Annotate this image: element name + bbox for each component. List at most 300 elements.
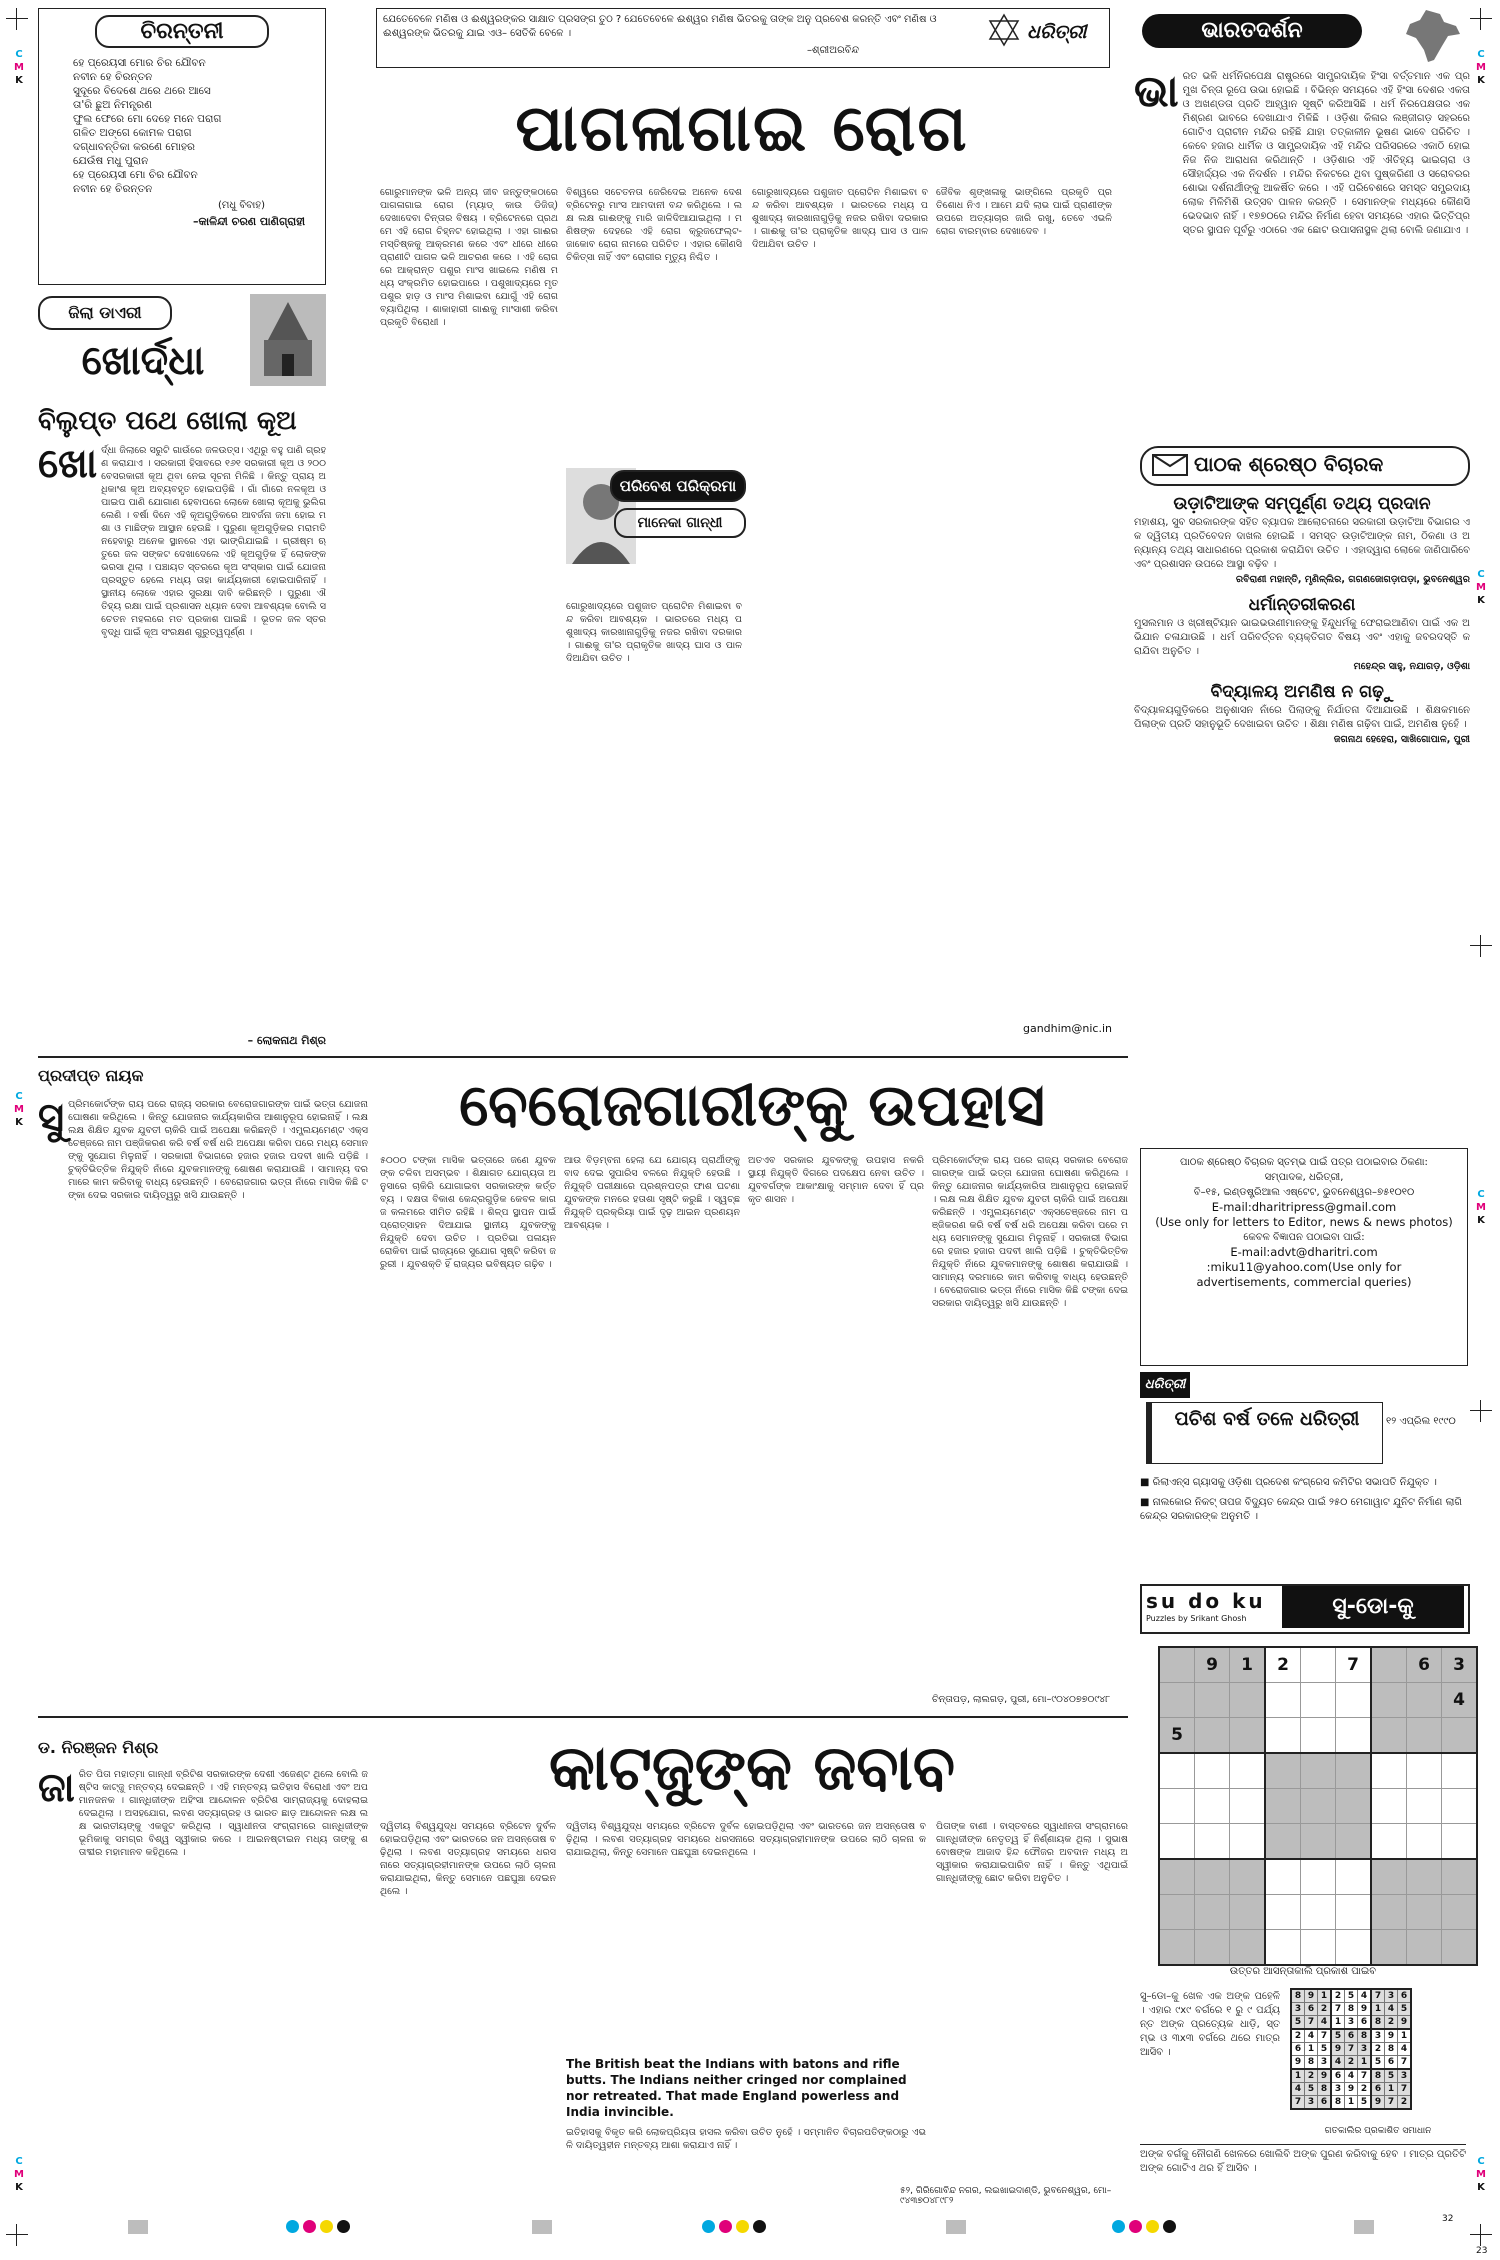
- poem-source: (ମଧୁ ବିବାହ): [218, 200, 265, 211]
- archive-item-text: ରିଲାଏନ୍ସ ଗ୍ୟାସକୁ ଓଡ଼ିଶା ପ୍ରଦେଶ କଂଗ୍ରେସ କମିଟିର ସଭାପତି ନିଯୁକ୍ତ ।: [1152, 1477, 1437, 1488]
- archive-items: [1140, 1476, 1466, 1576]
- sudoku-solution-cell: 8: [1291, 1989, 1305, 2003]
- archive-logo: ଧରିତ୍ରୀ: [1140, 1372, 1190, 1398]
- article1-col3: ଗୋରୁଖାଦ୍ୟରେ ପଶୁଜାତ ପ୍ରୋଟିନ ମିଶାଇବା ବନ୍ଦ କରିବା ଆବଶ୍ୟକ । ଭାରତରେ ମଧ୍ୟ ପଶୁଖାଦ୍ୟ କାରଖାନାଗୁଡ଼ିକୁ ନଜର ରଖିବା ଦରକାର । ଗାଈକୁ ତା'ର ପ୍ରାକୃତିକ ଖାଦ୍ୟ ଘାସ ଓ ପାଳ ଦିଆଯିବା ଉଚିତ ।: [752, 187, 928, 250]
- sudoku-solution-cell: 6: [1358, 2016, 1372, 2030]
- sudoku-cell[interactable]: 5: [1159, 1718, 1195, 1754]
- sudoku-cell[interactable]: [1230, 1753, 1266, 1789]
- sudoku-cell[interactable]: [1230, 1930, 1266, 1966]
- sudoku-solution-cell: 2: [1358, 2083, 1372, 2096]
- sudoku-cell[interactable]: [1371, 1647, 1407, 1683]
- sudoku-cell[interactable]: [1442, 1753, 1478, 1789]
- sudoku-rules: ସୁ–ଡୋ–କୁ ଖେଳ ଏକ ଅଙ୍କ ପହେଳି । ଏହାର ୯x୯ ବର୍ଗରେ ୧ ରୁ ୯ ପର୍ଯ୍ୟନ୍ତ ଅଙ୍କ ପ୍ରତ୍ୟେକ ଧାଡ଼ି, ସ୍ତମ୍ଭ ଓ ୩x୩ ବର୍ଗରେ ଥରେ ମାତ୍ର ଆସିବ ।: [1140, 1991, 1280, 2058]
- quote-attribution: –ଶ୍ରୀଅରବିନ୍ଦ: [807, 45, 860, 56]
- diary-dropcap: ଖୋ: [38, 441, 98, 487]
- sudoku-solution-cell: 2: [1398, 2096, 1412, 2110]
- sudoku-cell[interactable]: [1265, 1930, 1301, 1966]
- poem-line: ହେ ପ୍ରେୟସୀ ମୋ ଚିର ଯୌବନ: [73, 169, 198, 181]
- archive-date: ୧୨ ଏପ୍ରିଲ ୧୯୯୦: [1386, 1416, 1456, 1427]
- registration-crosshair-top-right: [1470, 8, 1492, 30]
- cmyk-mark-right-top: C M K: [1476, 49, 1486, 86]
- cmyk-mark-left-bottom: C M K: [14, 2156, 24, 2193]
- sudoku-cell[interactable]: [1159, 1683, 1195, 1718]
- folio: 32: [1442, 2214, 1454, 2224]
- article3-col1: ରିତ ପିତା ମହାତ୍ମା ଗାନ୍ଧୀ ବ୍ରିଟିଶ ସରକାରଙ୍କ ଦେଶୀ ଏଜେଣ୍ଟ ଥିଲେ ବୋଲି ଜଷ୍ଟିସ କାଟ୍‌ଜୁ ମନ୍ତବ୍ୟ ଦେଇଛନ୍ତି । ଏହି ମନ୍ତବ୍ୟ ଇତିହାସ ବିରୋଧୀ ଏବଂ ଅପମାନଜନକ । ଗାନ୍ଧିଜୀଙ୍କ ଅହିଂସା ଆନ୍ଦୋଳନ ବ୍ରିଟିଶ ସାମ୍ରାଜ୍ୟକୁ ଦୋହଲାଇ ଦେଇଥିଲା । ଅସହଯୋଗ, ଲବଣ ସତ୍ୟାଗ୍ରହ ଓ ଭାରତ ଛାଡ଼ ଆନ୍ଦୋଳନ ଲକ୍ଷ ଲକ୍ଷ ଭାରତୀୟଙ୍କୁ ଏକଜୁଟ କରିଥିଲା । ସ୍ୱାଧୀନତା ସଂଗ୍ରାମରେ ଗାନ୍ଧିଜୀଙ୍କ ଭୂମିକାକୁ ସମଗ୍ର ବିଶ୍ୱ ସ୍ୱୀକାର କରେ । ଆଇନଷ୍ଟାଇନ ମଧ୍ୟ ତାଙ୍କୁ ଶତାବ୍ଦୀର ମହାମାନବ କହିଥିଲେ ।: [78, 1769, 368, 1858]
- article2-dropcap: ସୁ: [38, 1095, 65, 1141]
- quote-text: ଯେତେବେଳେ ମଣିଷ ଓ ଈଶ୍ୱରଙ୍କର ସାକ୍ଷାତ ପ୍ରସଙ୍ଗ ତୁଠ ? ଯେତେବେଳେ ଈଶ୍ୱର ମଣିଷ ଭିତରକୁ ତାଙ୍କ ଅନୁ ପ୍ରବେଶ କରନ୍ତି ଏବଂ ମଣିଷ ଓ ଈଶ୍ୱରଙ୍କ ଭିତରକୁ ଯାଇ ଏଓ– ସେତିକି ବେଳେ ।: [383, 14, 937, 39]
- sudoku-logo-odia: ସୁ-ଡୋ-କୁ: [1282, 1586, 1464, 1628]
- poem-box: [38, 8, 326, 285]
- article1-col2-top: ବିଶ୍ୱରେ ସଚେତନତା ଜେରିଦେଇ ଅନେକ ଦେଶ ବ୍ରିଟେନରୁ ମାଂସ ଆମଦାନୀ ବନ୍ଦ କରିଥିଲେ । ଲକ୍ଷ ଲକ୍ଷ ଗାଈଙ୍କୁ ମାରି ଜାଳିଦିଆଯାଇଥିଲା । ମଣିଷଙ୍କ ଦେହରେ ଏହି ରୋଗ କ୍ରୁଜଫେଲ୍ଟ-ଜାକୋବ ରୋଗ ନାମରେ ପରିଚିତ । ଏହାର କୌଣସି ଚିକିତ୍ସା ନାହିଁ ଏବଂ ରୋଗୀର ମୃତ୍ୟୁ ନିଶ୍ଚିତ ।: [566, 187, 742, 263]
- sudoku-cell[interactable]: [1230, 1718, 1266, 1754]
- sudoku-cell[interactable]: [1336, 1930, 1372, 1966]
- sudoku-solution-cell: 3: [1318, 2056, 1332, 2070]
- quote-box: [376, 8, 1110, 68]
- sudoku-cell[interactable]: [1301, 1789, 1336, 1824]
- grey-patch-1: [128, 2220, 148, 2234]
- sudoku-solution-cell: 3: [1385, 1989, 1398, 2003]
- article2-col5: ପ୍ରିମକୋର୍ଟଙ୍କ ରାୟ ପରେ ରାଜ୍ୟ ସରକାର ବେରୋଜଗାରଙ୍କ ପାଇଁ ଭତ୍ତା ଯୋଜନା ଘୋଷଣା କରିଥିଲେ । କିନ୍ତୁ ଯୋଜନାର କାର୍ଯ୍ୟକାରିତା ଆଶାନୁରୂପ ହୋଇନାହିଁ । ଲକ୍ଷ ଲକ୍ଷ ଶିକ୍ଷିତ ଯୁବକ ଯୁବତୀ ଚାକିରି ପାଇଁ ଅପେକ୍ଷା କରିଛନ୍ତି । ଏମ୍ପ୍ଲୟମେଣ୍ଟ ଏକ୍ସଚେଞ୍ଜରେ ନାମ ପଞ୍ଜିକରଣ କରି ବର୍ଷ ବର୍ଷ ଧରି ଅପେକ୍ଷା କରିବା ପରେ ମଧ୍ୟ ସେମାନଙ୍କୁ ସୁଯୋଗ ମିଳୁନାହିଁ । ସରକାରୀ ବିଭାଗରେ ହଜାର ହଜାର ପଦବୀ ଖାଲି ପଡ଼ିଛି । ଚୁକ୍ତିଭିତ୍ତିକ ନିଯୁକ୍ତି ନାଁରେ ଯୁବକମାନଙ୍କୁ ଶୋଷଣ କରାଯାଉଛି । ସାମାନ୍ୟ ଦରମାରେ କାମ କରିବାକୁ ବାଧ୍ୟ ହେଉଛନ୍ତି । ବେରୋଜଗାର ଭତ୍ତା ନାଁରେ ମାସିକ କିଛି ଟଙ୍କା ଦେଇ ସରକାର ଦାୟିତ୍ୱରୁ ଖସି ଯାଉଛନ୍ତି ।: [932, 1155, 1128, 1309]
- grey-patch-4: [1354, 2220, 1374, 2234]
- advert-email[interactable]: E-mail:advt@dharitri.com: [1230, 1245, 1378, 1259]
- sudoku-solution-cell: 1: [1398, 2029, 1412, 2043]
- sudoku-cell[interactable]: [1265, 1683, 1301, 1718]
- sudoku-cell[interactable]: [1442, 1895, 1478, 1930]
- sudoku-solution-cell: 2: [1305, 2069, 1318, 2083]
- sudoku-solution-cell: 2: [1385, 2016, 1398, 2030]
- sudoku-cell[interactable]: [1371, 1824, 1407, 1860]
- quote-logo: ଧରିତ୍ରୀ: [1027, 21, 1087, 43]
- letter-signature: ରବିରାଣୀ ମହାନ୍ତି, ମୃଣିଳ୍ଲିର, ଗଗଣଜୋଗଡ଼ାପଡ଼ା, ଭୁବନେଶ୍ୱର: [1235, 574, 1470, 585]
- letter-signature: ମହେନ୍ଦ୍ର ସାହୁ, ନଯାଗଡ଼, ଓଡ଼ିଶା: [1353, 661, 1470, 672]
- sudoku-cell[interactable]: [1301, 1753, 1336, 1789]
- sudoku-cell[interactable]: 2: [1265, 1647, 1301, 1683]
- sudoku-cell[interactable]: [1195, 1895, 1230, 1930]
- address-line-2: ବି–୧୫, ଇଣ୍ଡଷ୍ଟ୍ରିଆଲ ଏଷ୍ଟେଟ, ଭୁବନେଶ୍ୱର–୭୫୧୦୧୦: [1193, 1187, 1415, 1198]
- archive-item-text: ନାଲକୋର ନିକଟ୍ ତାପଜ ବିଦ୍ୟୁତ କେନ୍ଦ୍ର ପାଇଁ ୨୫୦ ମେଗାୱାଟ ଯୁନିଟ ନିର୍ମାଣ ଲାଗି କେନ୍ଦ୍ର ସରକାରଙ୍କ ଅନୁମତି ।: [1140, 1497, 1462, 1522]
- sudoku-grid[interactable]: [1158, 1646, 1478, 1966]
- sudoku-solution-cell: 5: [1318, 2043, 1332, 2056]
- sudoku-cell[interactable]: [1407, 1930, 1442, 1966]
- sudoku-cell[interactable]: [1301, 1930, 1336, 1966]
- letter-title: ବିଦ୍ୟାଳୟ ଅମଣିଷ ନ ଗଢ଼ୁ: [1210, 682, 1394, 702]
- sudoku-solution-cell: 2: [1345, 2056, 1358, 2070]
- letter-item: [1134, 593, 1470, 672]
- sudoku-cell[interactable]: [1159, 1824, 1195, 1860]
- sudoku-cell[interactable]: [1442, 1859, 1478, 1895]
- sudoku-cell[interactable]: [1301, 1824, 1336, 1860]
- letter-body: ମୁସଲମାନ ଓ ଖ୍ରୀଷ୍ଟିୟାନ ଭାଇଭଉଣୀମାନଙ୍କୁ ହିନ୍ଦୁଧର୍ମକୁ ଫେରାଇଆଣିବା ପାଇଁ ଏକ ଅଭିଯାନ ଚଳାଯାଉଛି । ଧର୍ମ ପରିବର୍ତ୍ତନ ବ୍ୟକ୍ତିଗତ ବିଷୟ ଏବଂ ଏହାକୁ ଜବରଦସ୍ତି କରାଯିବା ଅନୁଚିତ ।: [1134, 618, 1470, 657]
- grey-patch-2: [532, 2220, 552, 2234]
- sudoku-cell[interactable]: [1371, 1718, 1407, 1754]
- sudoku-cell[interactable]: [1407, 1718, 1442, 1754]
- article3-quote: The British beat the Indians with batons and rifle butts. The Indians neither cringed nor complained nor retreated. That made England powerless and India invincible.: [566, 2057, 907, 2119]
- sudoku-solution-cell: 8: [1371, 2016, 1385, 2030]
- diary-body: ର୍ଦ୍ଧା ଜିଲାରେ ସରୁଟି ଗାଉଁରେ ଜଳଉତ୍ସ। ଏଥିରୁ ବହୁ ପାଣି ଗ୍ରହଣ କରାଯାଏ । ସରକାରୀ ହିସାବରେ ୧୬୧ ସରକାରୀ କୂଅ ଓ ୨୦୦ ବେସରକାରୀ କୂଅ ଥିବା ନେଇ ସୂଚନା ମିଳିଛି । କିନ୍ତୁ ପ୍ରାୟ ଅଧିକାଂଶ କୂଅ ଅବ୍ୟବହୃତ ହୋଇପଡ଼ିଛି । ଗାଁ ଗାଁରେ ନଳକୂଅ ଓ ପାଇପ ପାଣି ଯୋଗାଣ ହେବାପରେ ଲୋକେ ଖୋଲା କୂଅକୁ ଭୁଲିଗଲେଣି । ବର୍ଷା ଦିନେ ଏହି କୂଅଗୁଡ଼ିକରେ ଆବର୍ଜନା ଜମା ହୋଇ ମଶା ଓ ମାଛିଙ୍କ ଆସ୍ଥାନ ହେଉଛି । ପୁରୁଣା କୂଅଗୁଡ଼ିକର ମରାମତି ନହେବାରୁ ଅନେକ ସ୍ଥାନରେ ଏହା ଭାଙ୍ଗିଯାଇଛି । ଗ୍ରୀଷ୍ମ ଋତୁରେ ଜଳ ସଙ୍କଟ ଦେଖାଦେଲେ ଏହି କୂଅଗୁଡ଼ିକ ହିଁ ଲୋକଙ୍କ ଭରସା ଥିଲା । ପଞ୍ଚାୟତ ସ୍ତରରେ କୂଅ ସଂସ୍କାର ପାଇଁ ଯୋଜନା ପ୍ରସ୍ତୁତ ହେଲେ ମଧ୍ୟ ତାହା କାର୍ଯ୍ୟକାରୀ ହୋଇପାରିନାହିଁ । ସ୍ଥାନୀୟ ଲୋକେ ଏହାର ସୁରକ୍ଷା ଦାବି କରିଛନ୍ତି । ପୁରୁଣା ଐତିହ୍ୟ ରକ୍ଷା ପାଇଁ ପ୍ରଶାସନ ଧ୍ୟାନ ଦେବା ଆବଶ୍ୟକ ବୋଲି ସଚେତନ ମହଲରେ ମତ ପ୍ରକାଶ ପାଇଛି । ଭୂତଳ ଜଳ ସ୍ତର ବୃଦ୍ଧି ପାଇଁ କୂଅ ସଂରକ୍ଷଣ ଗୁରୁତ୍ୱପୂର୍ଣ୍ଣ ।: [101, 445, 326, 638]
- sudoku-cell[interactable]: [1230, 1895, 1266, 1930]
- article3-col3: ଦ୍ୱିତୀୟ ବିଶ୍ୱଯୁଦ୍ଧ ସମୟରେ ବ୍ରିଟେନ ଦୁର୍ବଳ ହୋଇପଡ଼ିଥିଲା ଏବଂ ଭାରତରେ ଜନ ଅସନ୍ତୋଷ ବଢ଼ିଥିଲା । ଲବଣ ସତ୍ୟାଗ୍ରହ ସମୟରେ ଧରସନାରେ ସତ୍ୟାଗ୍ରହୀମାନଙ୍କ ଉପରେ ଲାଠି ଚାଳନା କରାଯାଇଥିଲା, କିନ୍ତୁ ସେମାନେ ପଛଘୁଞ୍ଚା ଦେଇନଥିଲେ ।: [566, 1821, 926, 1858]
- sudoku-solution-cell: 9: [1345, 2083, 1358, 2096]
- sudoku-solution-cell: 5: [1331, 2029, 1345, 2043]
- bullet-icon: ■: [1140, 1497, 1153, 1508]
- article3-byline: ଡ. ନିରଞ୍ଜନ ମିଶ୍ର: [38, 1738, 159, 1757]
- letter-signature: ଜଗନାଥ ହେହେରା, ସାଖିଗୋପାଳ, ପୁରୀ: [1333, 734, 1470, 745]
- sudoku-solution-cell: 1: [1358, 2056, 1372, 2070]
- sudoku-cell[interactable]: [1301, 1718, 1336, 1754]
- article1-author: ମାନେକା ଗାନ୍ଧୀ: [614, 508, 746, 538]
- sudoku-solution-cell: 5: [1358, 2096, 1372, 2110]
- sudoku-solution-cell: 5: [1385, 2069, 1398, 2083]
- sudoku-solution-cell: 4: [1358, 1989, 1372, 2003]
- poem-heading: ଚିରନ୍ତନୀ: [95, 15, 269, 48]
- letter-body: ବିଦ୍ୟାଳୟଗୁଡ଼ିକରେ ଅନୁଶାସନ ନାଁରେ ପିଲାଙ୍କୁ ନିର୍ଯାତନା ଦିଆଯାଉଛି । ଶିକ୍ଷକମାନେ ପିଲାଙ୍କ ପ୍ରତି ସହାନୁଭୂତି ଦେଖାଇବା ଉଚିତ । ଶିକ୍ଷା ମଣିଷ ଗଢ଼ିବା ପାଇଁ, ଅମଣିଷ ନୁହେଁ ।: [1134, 705, 1470, 730]
- sudoku-solution-cell: 3: [1358, 2043, 1372, 2056]
- sudoku-cell[interactable]: [1230, 1789, 1266, 1824]
- letter-title: ଧର୍ମାନ୍ତରୀକରଣ: [1248, 595, 1356, 615]
- poem-line: ଗଳିତ ଅଙ୍ଗେ କୋମଳ ପରାଗ: [73, 127, 192, 139]
- archive-box: [1140, 1372, 1466, 1470]
- grey-patch-3: [946, 2220, 966, 2234]
- article1-email[interactable]: gandhim@nic.in: [1022, 1022, 1112, 1035]
- poem-line: ଯେଉଁଷ ମଧୁ ପୁରାନ: [73, 155, 149, 167]
- sudoku-solution-cell: 7: [1398, 2056, 1412, 2070]
- poem-line: ହେ ପ୍ରେୟସୀ ମୋର ଚିର ଯୌବନ: [73, 57, 206, 69]
- sudoku-cell[interactable]: [1265, 1895, 1301, 1930]
- sudoku-cell[interactable]: [1371, 1930, 1407, 1966]
- article2-col2: ୫୦୦୦ ଟଙ୍କା ମାସିକ ଭତ୍ତାରେ ଜଣେ ଯୁବକଙ୍କ ଚଳିବା ଅସମ୍ଭବ । ଶିକ୍ଷାଗତ ଯୋଗ୍ୟତା ଅନୁସାରେ ଚାକିରି ଯୋଗାଇବା ସରକାରଙ୍କ କର୍ତ୍ତବ୍ୟ । ଦକ୍ଷତା ବିକାଶ କେନ୍ଦ୍ରଗୁଡ଼ିକ କେବଳ କାଗଜ କଲମରେ ସୀମିତ ରହିଛି । ଶିଳ୍ପ ସ୍ଥାପନ ପାଇଁ ପ୍ରୋତ୍ସାହନ ଦିଆଯାଇ ସ୍ଥାନୀୟ ଯୁବକଙ୍କୁ ନିଯୁକ୍ତି ଦେବା ଉଚିତ । ପ୍ରତିଭା ପଳାୟନ ରୋକିବା ପାଇଁ ରାଜ୍ୟରେ ସୁଯୋଗ ସୃଷ୍ଟି କରିବା ଜରୁରୀ । ଯୁବଶକ୍ତି ହିଁ ରାଜ୍ୟର ଭବିଷ୍ୟତ ଗଢ଼ିବ ।: [380, 1155, 556, 1270]
- bharatdarshan-logo-box: [1134, 8, 1470, 64]
- address-line-1: ସମ୍ପାଦକ, ଧରିତ୍ରୀ,: [1264, 1172, 1344, 1183]
- advert-email-note: advertisements, commercial queries): [1196, 1275, 1412, 1289]
- sudoku-cell[interactable]: [1407, 1683, 1442, 1718]
- editor-email-note: (Use only for letters to Editor, news & news photos): [1155, 1215, 1453, 1229]
- sudoku-solution-cell: 7: [1358, 2069, 1372, 2083]
- sudoku-solution-cell: 7: [1385, 2096, 1398, 2110]
- archive-title-frame: [1146, 1402, 1383, 1464]
- sudoku-cell[interactable]: [1230, 1859, 1266, 1895]
- sudoku-solution-cell: 4: [1305, 2029, 1318, 2043]
- sudoku-cell[interactable]: [1371, 1895, 1407, 1930]
- sudoku-cell[interactable]: [1371, 1789, 1407, 1824]
- article2-col3: ଆଉ ବିଡ଼ମ୍ବନା ହେଲା ଯେ ଯୋଗ୍ୟ ପ୍ରାର୍ଥୀଙ୍କୁ ବାଦ ଦେଇ ସୁପାରିସ ବଳରେ ନିଯୁକ୍ତି ହେଉଛି । ନିଯୁକ୍ତି ପରୀକ୍ଷାରେ ପ୍ରଶ୍ନପତ୍ର ଫାଶ ଘଟଣା ଯୁବକଙ୍କ ମନରେ ହତାଶା ସୃଷ୍ଟି କରୁଛି । ସ୍ୱଚ୍ଛ ନିଯୁକ୍ତି ପ୍ରକ୍ରିୟା ପାଇଁ ଦୃଢ଼ ଆଇନ ପ୍ରଣୟନ ଆବଶ୍ୟକ ।: [564, 1155, 740, 1231]
- sudoku-cell[interactable]: [1265, 1753, 1301, 1789]
- sudoku-logo-box: [1140, 1584, 1470, 1634]
- archive-item: [1140, 1476, 1466, 1490]
- sudoku-solution-cell: 2: [1318, 2003, 1332, 2016]
- sudoku-cell[interactable]: [1336, 1824, 1372, 1860]
- article2-col1-wrap: [38, 1095, 368, 1710]
- sudoku-solution-cell: 5: [1305, 2083, 1318, 2096]
- sudoku-solution-cell: 8: [1318, 2083, 1332, 2096]
- registration-crosshair-top-left: [6, 8, 28, 30]
- cmyk-mark-right-lower: C M K: [1476, 1189, 1486, 1226]
- sudoku-solution-cell: 9: [1291, 2056, 1305, 2070]
- sudoku-cell[interactable]: [1159, 1753, 1195, 1789]
- sudoku-cell[interactable]: 3: [1442, 1647, 1478, 1683]
- sudoku-solution-cell: 7: [1371, 1989, 1385, 2003]
- cmyk-mark-left-mid: C M K: [14, 1091, 24, 1128]
- sudoku-grid-wrap: [1158, 1646, 1478, 1966]
- sudoku-cell[interactable]: 7: [1336, 1647, 1372, 1683]
- sudoku-solution-cell: 7: [1318, 2029, 1332, 2043]
- sudoku-cell[interactable]: [1301, 1895, 1336, 1930]
- sudoku-cell[interactable]: [1442, 1930, 1478, 1966]
- sudoku-cell[interactable]: [1442, 1718, 1478, 1754]
- poem-line: ଦଗ୍ଧାବନ୍ତିକା କରଣେ ମୋହର: [73, 141, 196, 153]
- sudoku-solution-cell: 5: [1345, 1989, 1358, 2003]
- diary-byline: – ଲୋକନାଥ ମିଶ୍ର: [247, 1034, 326, 1047]
- sudoku-solution-cell: 6: [1345, 2029, 1358, 2043]
- sudoku-answer-note: ଉତ୍ତର ଆସନ୍ତାକାଲି ପ୍ରକାଶ ପାଇବ: [1229, 1966, 1377, 1977]
- sudoku-solution-cell: 1: [1305, 2043, 1318, 2056]
- sudoku-solution-cell: 8: [1305, 2056, 1318, 2070]
- sudoku-solution-cell: 3: [1398, 2069, 1412, 2083]
- sudoku-solution-cell: 7: [1305, 2016, 1318, 2030]
- article2-col4: ଅତଏବ ସରକାର ଯୁବକଙ୍କୁ ଉପହାସ ନକରି ସ୍ଥାୟୀ ନିଯୁକ୍ତି ଦିଗରେ ପଦକ୍ଷେପ ନେବା ଉଚିତ । ଯୁବବର୍ଗଙ୍କ ଆକାଂକ୍ଷାକୁ ସମ୍ମାନ ଦେବା ହିଁ ପ୍ରକୃତ ଶାସନ ।: [748, 1155, 924, 1205]
- sudoku-solution-cell: 7: [1398, 2083, 1412, 2096]
- sudoku-solution-cell: 1: [1331, 2016, 1345, 2030]
- letter-item: [1134, 680, 1470, 745]
- sudoku-cell[interactable]: [1336, 1683, 1372, 1718]
- sudoku-cell[interactable]: [1265, 1789, 1301, 1824]
- sudoku-cell[interactable]: [1195, 1683, 1230, 1718]
- sudoku-cell[interactable]: [1195, 1753, 1230, 1789]
- cmyk-dots-2: [700, 2218, 768, 2237]
- bharatdarshan-logo: ଭାରତଦର୍ଶନ: [1142, 14, 1362, 48]
- poem-author: –କାଳିନ୍ଦୀ ଚରଣ ପାଣିଗ୍ରାହୀ: [193, 215, 305, 228]
- bharatdarshan-dropcap: ଭା: [1134, 66, 1179, 117]
- diary-district: ଖୋର୍ଦ୍ଧା: [81, 338, 205, 384]
- sudoku-solution-cell: 9: [1331, 2043, 1345, 2056]
- article3-col1-wrap: [38, 1765, 368, 2198]
- sudoku-cell[interactable]: 1: [1230, 1647, 1266, 1683]
- sudoku-solution-cell: 5: [1398, 2003, 1412, 2016]
- diary-label: ଜିଲା ଡାଏରୀ: [38, 296, 172, 330]
- sudoku-solution-cell: 1: [1371, 2003, 1385, 2016]
- sudoku-solution-cell: 3: [1305, 2096, 1318, 2110]
- sudoku-solution-cell: 6: [1331, 2069, 1345, 2083]
- sudoku-solution-cell: 4: [1291, 2083, 1305, 2096]
- sudoku-cell[interactable]: 4: [1442, 1683, 1478, 1718]
- sudoku-solution-cell: 5: [1291, 2016, 1305, 2030]
- sudoku-cell[interactable]: [1159, 1930, 1195, 1966]
- divider-article3: [38, 1716, 1128, 1718]
- article3-headline: କାଟ୍‌ଜୁଙ୍କ ଜବାବ: [548, 1731, 956, 1804]
- sudoku-cell[interactable]: 6: [1407, 1647, 1442, 1683]
- sudoku-solution-cell: 7: [1331, 2003, 1345, 2016]
- sudoku-cell[interactable]: [1159, 1789, 1195, 1824]
- advert-label: କେବଳ ବିଜ୍ଞାପନ ପଠାଇବା ପାଇଁ:: [1243, 1232, 1365, 1243]
- archive-title: ପଚିଶ ବର୍ଷ ତଳେ ଧରିତ୍ରୀ: [1174, 1408, 1360, 1430]
- sudoku-solution-cell: 8: [1358, 2029, 1372, 2043]
- sudoku-solution-cell: 8: [1385, 2043, 1398, 2056]
- sudoku-cell[interactable]: [1195, 1930, 1230, 1966]
- sudoku-cell[interactable]: [1195, 1789, 1230, 1824]
- address-intro: ପାଠକ ଶ୍ରେଷ୍ଠ ବିଚାରକ ସ୍ତମ୍ଭ ପାଇଁ ପତ୍ର ପଠାଇବାର ଠିକଣା:: [1180, 1157, 1428, 1168]
- sudoku-solution-cell: 7: [1291, 2096, 1305, 2110]
- advert-email-2[interactable]: :miku11@yahoo.com(Use only for: [1206, 1260, 1402, 1274]
- cmyk-dots-1: [284, 2218, 352, 2237]
- sudoku-cell[interactable]: [1407, 1753, 1442, 1789]
- diary-headline: ବିଲୁପ୍ତ ପଥେ ଖୋଲା କୂଅ: [38, 406, 297, 436]
- letter-title: ଉଡ଼ାଟିଆଙ୍କ ସମ୍ପୂର୍ଣ୍ଣ ତଥ୍ୟ ପ୍ରଦାନ: [1173, 494, 1431, 514]
- sudoku-cell[interactable]: 9: [1195, 1647, 1230, 1683]
- sudoku-cell[interactable]: [1442, 1789, 1478, 1824]
- page-number: 23: [1476, 2246, 1488, 2256]
- sudoku-cell[interactable]: [1265, 1824, 1301, 1860]
- divider-article2: [38, 1056, 1128, 1058]
- sudoku-cell[interactable]: [1301, 1859, 1336, 1895]
- sudoku-cell[interactable]: [1407, 1859, 1442, 1895]
- cmyk-mark-right-bottom: C M K: [1476, 2156, 1486, 2193]
- cmyk-mark-left-top: C M K: [14, 49, 24, 86]
- sudoku-cell[interactable]: [1371, 1683, 1407, 1718]
- sudoku-solution-cell: 2: [1371, 2043, 1385, 2056]
- sudoku-cell[interactable]: [1336, 1859, 1372, 1895]
- sudoku-solution-cell: 3: [1331, 2083, 1345, 2096]
- sudoku-solution-cell: 6: [1385, 2056, 1398, 2070]
- registration-crosshair-right-mid: [1470, 935, 1492, 957]
- sudoku-cell[interactable]: [1407, 1824, 1442, 1860]
- sudoku-solution-cell: 4: [1345, 2069, 1358, 2083]
- sudoku-cell[interactable]: [1230, 1683, 1266, 1718]
- article1-col4: ଜୈବିକ ଶୃଙ୍ଖଳାକୁ ଭାଙ୍ଗିଲେ ପ୍ରକୃତି ପ୍ରତିଶୋଧ ନିଏ । ଆମେ ଯଦି ଲାଭ ପାଇଁ ପ୍ରାଣୀଙ୍କ ଉପରେ ଅତ୍ୟାଚାର ଜାରି ରଖୁ, ତେବେ ଏଭଳି ରୋଗ ବାରମ୍ବାର ଦେଖାଦେବ ।: [936, 187, 1112, 237]
- sudoku-footer-box: [1140, 2144, 1466, 2205]
- sudoku-solution-cell: 9: [1305, 1989, 1318, 2003]
- sudoku-cell[interactable]: [1159, 1647, 1195, 1683]
- sudoku-cell[interactable]: [1195, 1824, 1230, 1860]
- sudoku-cell[interactable]: [1336, 1753, 1372, 1789]
- india-map-icon: [1396, 8, 1464, 64]
- sudoku-solution-cell: 8: [1371, 2069, 1385, 2083]
- sudoku-solution-cell: 9: [1385, 2029, 1398, 2043]
- sudoku-cell[interactable]: [1301, 1647, 1336, 1683]
- sudoku-solution-cell: 5: [1371, 2056, 1385, 2070]
- letters-list: [1134, 492, 1470, 1142]
- sudoku-footer: ଅଙ୍କ ବର୍ଗକୁ ନୌଗଣି ଖେଳରେ ଖୋଲିବି ଅଙ୍କ ପୁରଣ କରିବାକୁ ହେବ । ମାତ୍ର ପ୍ରତିଟି ଅଙ୍କ ଗୋଟିଏ ଥର ହିଁ ଆସିବ ।: [1140, 2149, 1466, 2174]
- sudoku-solution-cell: 1: [1291, 2069, 1305, 2083]
- sudoku-cell[interactable]: [1195, 1718, 1230, 1754]
- sudoku-cell[interactable]: [1371, 1859, 1407, 1895]
- footer-color-bar: [0, 2212, 1500, 2242]
- sudoku-solution-cell: 8: [1331, 2096, 1345, 2110]
- sudoku-solution-cell: 9: [1318, 2069, 1332, 2083]
- article3-col3-tail: ଇତିହାସକୁ ବିକୃତ କରି ଲୋକପ୍ରିୟତା ହାସଲ କରିବା ଉଚିତ ନୁହେଁ । ସମ୍ମାନିତ ବିଚାରପତିଙ୍କଠାରୁ ଏଭଳି ଦାୟିତ୍ୱହୀନ ମନ୍ତବ୍ୟ ଆଶା କରାଯାଏ ନାହିଁ ।: [566, 2127, 926, 2151]
- sudoku-logo: su do ku: [1146, 1589, 1266, 1613]
- sudoku-solution-cell: 4: [1318, 2016, 1332, 2030]
- poem-line: ନବୀନ ହେ ଚିରନ୍ତନ: [73, 71, 153, 83]
- sudoku-solution-cell: 3: [1345, 2016, 1358, 2030]
- sudoku-solution-cell: 1: [1385, 2083, 1398, 2096]
- article2-headline: ବେରୋଜଗାରୀଙ୍କୁ ଉପହାସ: [459, 1071, 1045, 1139]
- sudoku-solution-cell: 6: [1371, 2083, 1385, 2096]
- sudoku-solution-grid: [1290, 1988, 1412, 2110]
- sudoku-solution-cell: 4: [1398, 2043, 1412, 2056]
- sudoku-cell[interactable]: [1301, 1683, 1336, 1718]
- poem-line: ନବୀନ ହେ ଚିରନ୍ତନ: [73, 183, 153, 195]
- sudoku-solution-cell: 9: [1398, 2016, 1412, 2030]
- sudoku-cell[interactable]: [1407, 1789, 1442, 1824]
- sudoku-cell[interactable]: [1159, 1895, 1195, 1930]
- envelope-icon: [1152, 454, 1188, 476]
- sudoku-solution-cell: 6: [1291, 2043, 1305, 2056]
- bullet-icon: ■: [1140, 1477, 1153, 1488]
- article1-column-label: ପରିବେଶ ପରିକ୍ରମା: [610, 470, 746, 502]
- sudoku-solution-cell: 9: [1358, 2003, 1372, 2016]
- diary-article: [38, 441, 326, 1034]
- sudoku-solution-cell: 4: [1385, 2003, 1398, 2016]
- sudoku-solution-cell: 9: [1371, 2096, 1385, 2110]
- bharatdarshan-article: [1134, 66, 1470, 440]
- temple-photo: [250, 294, 326, 386]
- poem-line: ତା'ରି ଛୁଅ ନିମନ୍ତ୍ରଣ: [73, 99, 153, 111]
- cmyk-mark-right-upper: C M K: [1476, 569, 1486, 606]
- sudoku-cell[interactable]: [1159, 1859, 1195, 1895]
- editor-email[interactable]: E-mail:dharitripress@gmail.com: [1211, 1200, 1397, 1214]
- sudoku-cell[interactable]: [1336, 1789, 1372, 1824]
- sudoku-solution-cell: 3: [1371, 2029, 1385, 2043]
- archive-item: [1140, 1496, 1466, 1524]
- sudoku-solution-cell: 6: [1305, 2003, 1318, 2016]
- registration-crosshair-right-low: [1470, 1400, 1492, 1422]
- sudoku-solution-cell: 8: [1345, 2003, 1358, 2016]
- article3-col3-wrap: [566, 1820, 926, 2200]
- sudoku-solution-cell: 1: [1345, 2096, 1358, 2110]
- letter-item: [1134, 492, 1470, 585]
- sudoku-cell[interactable]: [1265, 1718, 1301, 1754]
- letters-heading-box: [1140, 446, 1470, 486]
- article3-signoff: ୫୨, ଗିରିଗୋବିନ୍ଦ ନଗର, ଲଇଖାଇଦାଣ୍ଡି, ଭୁବନେଶ୍ୱର, ମୋ–୯୪୩୭୦୪୮୯୮୨: [900, 2186, 1112, 2206]
- sudoku-solution-cell: 6: [1398, 1989, 1412, 2003]
- sudoku-solution-cell: 1: [1318, 1989, 1332, 2003]
- sudoku-credit: Puzzles by Srikant Ghosh: [1146, 1614, 1247, 1623]
- poem-line: ସୁଦୂରେ ବିଦେଶେ ଥରେ ଥରେ ଆସେ: [73, 85, 211, 97]
- sudoku-cell[interactable]: [1336, 1718, 1372, 1754]
- sudoku-solution-wrap: [1290, 1988, 1412, 2110]
- sudoku-solution-cell: 2: [1291, 2029, 1305, 2043]
- sudoku-solution-label: ଗତକାଲିର ପ୍ରକାଶିତ ସମାଧାନ: [1324, 2126, 1432, 2136]
- sudoku-cell[interactable]: [1442, 1824, 1478, 1860]
- letters-heading: ପାଠକ ଶ୍ରେଷ୍ଠ ବିଚାରକ: [1194, 452, 1384, 476]
- sudoku-cell[interactable]: [1230, 1824, 1266, 1860]
- sudoku-solution-cell: 2: [1331, 1989, 1345, 2003]
- sudoku-solution-cell: 7: [1345, 2043, 1358, 2056]
- sudoku-cell[interactable]: [1371, 1753, 1407, 1789]
- address-box: [1140, 1148, 1468, 1366]
- article1-col2-bottom: ଗୋରୁଖାଦ୍ୟରେ ପଶୁଜାତ ପ୍ରୋଟିନ ମିଶାଇବା ବନ୍ଦ କରିବା ଆବଶ୍ୟକ । ଭାରତରେ ମଧ୍ୟ ପଶୁଖାଦ୍ୟ କାରଖାନାଗୁଡ଼ିକୁ ନଜର ରଖିବା ଦରକାର । ଗାଈକୁ ତା'ର ପ୍ରାକୃତିକ ଖାଦ୍ୟ ଘାସ ଓ ପାଳ ଦିଆଯିବା ଉଚିତ ।: [566, 601, 742, 664]
- sudoku-cell[interactable]: [1407, 1895, 1442, 1930]
- sudoku-solution-cell: 3: [1291, 2003, 1305, 2016]
- article2-byline: ପ୍ରଦୀପ୍ତ ନାୟକ: [38, 1066, 144, 1085]
- sudoku-cell[interactable]: [1336, 1895, 1372, 1930]
- bharatdarshan-body: ରତ ଭଳି ଧର୍ମନିରପେକ୍ଷ ରାଷ୍ଟ୍ରରେ ସାମ୍ପ୍ରଦାୟିକ ହିଂସା ବର୍ତ୍ତମାନ ଏକ ପ୍ରମୁଖ ଚିନ୍ତା ରୂପେ ଉଭା ହୋଇଛି । ବିଭିନ୍ନ ସମୟରେ ଏହି ହିଂସା ଦେଶର ଏକତା ଓ ଅଖଣ୍ଡତା ପ୍ରତି ଆହ୍ୱାନ ସୃଷ୍ଟି କରିଆସିଛି । ଧର୍ମ ନିରପେକ୍ଷତାର ଏକ ମିଶ୍ରଣ ଭାବରେ ଦେଖାଯାଏ ମିଳିଛି । ଓଡ଼ିଶା କିଳାର ଲଞ୍ଜୀଗଡ଼ ସହରରେ ଗୋଟିଏ ପ୍ରାଚୀନ ମନ୍ଦିର ରହିଛି ଯାହା ତତ୍କାଳୀନ ଭୂଷଣ ଭାବେ ପରିଚିତ । କେବେ ହଜାର ଧାର୍ମିକ ଓ ସାମ୍ପ୍ରଦାୟିକ ଏହି ମନ୍ଦିର ପରିସରରେ ଏକାଠି ହୋଇ ନିଜ ନିଜ ଆରାଧନା କରିଥାନ୍ତି । ଓଡ଼ିଶାର ଏହି ଐତିହ୍ୟ ଭାଇଚାରା ଓ ସୌହାର୍ଦ୍ଦ୍ୟର ଏକ ନିଦର୍ଶନ । ମନ୍ଦିର ନିକଟରେ ଥିବା ପୁଷ୍କରିଣୀ ଓ ସରୋବରର ଶୋଭା ଦର୍ଶନାର୍ଥୀଙ୍କୁ ଆକର୍ଷିତ କରେ । ଏହି ପରିବେଶରେ ସମସ୍ତ ସମ୍ପ୍ରଦାୟ ଲୋକ ମିଳିମିଶି ଉତ୍ସବ ପାଳନ କରନ୍ତି । ସେମାନଙ୍କ ମଧ୍ୟରେ କୌଣସି ଭେଦଭାବ ନାହିଁ । ୧୭୭୦ରେ ମନ୍ଦିର ନିର୍ମାଣ ହେବା ସମୟରେ ଏହାର ଭିତ୍ତିପ୍ରସ୍ତର ସ୍ଥାପନ ପୂର୍ବରୁ ଏଠାରେ ଏକ ଛୋଟ ଉପାସନାସ୍ଥଳ ଥିଲା ବୋଲି ଜଣାଯାଏ ।: [1182, 71, 1470, 236]
- letter-body: ମହାଶୟ, ସୁବ ସରକାରଙ୍କ ସହିତ ବ୍ୟାପକ ଆଲୋଚନାରେ ସରକାରୀ ଉଡ଼ାଟିଆ ବିଭାଗର ଏକ ଦ୍ୱିତୀୟ ପ୍ରତିବେଦନ ଦାଖଲ ହୋଇଛି । ସମସ୍ତ ଉଡ଼ାଟିଆଙ୍କ ନାମ, ଠିକଣା ଓ ଅନ୍ୟାନ୍ୟ ତଥ୍ୟ ସାଧାରଣରେ ପ୍ରକାଶ କରାଯିବା ଉଚିତ । ଏହାଦ୍ୱାରା ଲୋକେ ଜାଣିପାରିବେ ଏବଂ ପ୍ରଶାସନ ଉପରେ ଆସ୍ଥା ବଢ଼ିବ ।: [1134, 517, 1470, 570]
- article2-col1: ପ୍ରିମକୋର୍ଟଙ୍କ ରାୟ ପରେ ରାଜ୍ୟ ସରକାର ବେରୋଜଗାରଙ୍କ ପାଇଁ ଭତ୍ତା ଯୋଜନା ଘୋଷଣା କରିଥିଲେ । କିନ୍ତୁ ଯୋଜନାର କାର୍ଯ୍ୟକାରିତା ଆଶାନୁରୂପ ହୋଇନାହିଁ । ଲକ୍ଷ ଲକ୍ଷ ଶିକ୍ଷିତ ଯୁବକ ଯୁବତୀ ଚାକିରି ପାଇଁ ଅପେକ୍ଷା କରିଛନ୍ତି । ଏମ୍ପ୍ଲୟମେଣ୍ଟ ଏକ୍ସଚେଞ୍ଜରେ ନାମ ପଞ୍ଜିକରଣ କରି ବର୍ଷ ବର୍ଷ ଧରି ଅପେକ୍ଷା କରିବା ପରେ ମଧ୍ୟ ସେମାନଙ୍କୁ ସୁଯୋଗ ମିଳୁନାହିଁ । ସରକାରୀ ବିଭାଗରେ ହଜାର ହଜାର ପଦବୀ ଖାଲି ପଡ଼ିଛି । ଚୁକ୍ତିଭିତ୍ତିକ ନିଯୁକ୍ତି ନାଁରେ ଯୁବକମାନଙ୍କୁ ଶୋଷଣ କରାଯାଉଛି । ସାମାନ୍ୟ ଦରମାରେ କାମ କରିବାକୁ ବାଧ୍ୟ ହେଉଛନ୍ତି । ବେରୋଜଗାର ଭତ୍ତା ନାଁରେ ମାସିକ କିଛି ଟଙ୍କା ଦେଇ ସରକାର ଦାୟିତ୍ୱରୁ ଖସି ଯାଉଛନ୍ତି ।: [68, 1099, 368, 1201]
- sudoku-cell[interactable]: [1195, 1859, 1230, 1895]
- poem-line: ଫୁଲ ଫେରେ ମୋ ଦେହେ ମନେ ପରାଗ: [73, 113, 222, 125]
- sudoku-cell[interactable]: [1265, 1859, 1301, 1895]
- article3-col4: ପିତାଙ୍କ ବାଣୀ । ବାସ୍ତବରେ ସ୍ୱାଧୀନତା ସଂଗ୍ରାମରେ ଗାନ୍ଧିଜୀଙ୍କ ନେତୃତ୍ୱ ହିଁ ନିର୍ଣ୍ଣାୟକ ଥିଲା । ସୁଭାଷ ବୋଷଙ୍କ ଆଜାଦ ହିନ୍ଦ ଫୌଜର ଅବଦାନ ମଧ୍ୟ ଅସ୍ୱୀକାର କରାଯାଇପାରିବ ନାହିଁ । କିନ୍ତୁ ଏଥିପାଇଁ ଗାନ୍ଧିଜୀଙ୍କୁ ଛୋଟ କରିବା ଅନୁଚିତ ।: [936, 1821, 1128, 1884]
- sudoku-rules-box: [1140, 1990, 1280, 2150]
- article1-col1: ଗୋରୁମାନଙ୍କ ଭଳି ଅନ୍ୟ ଜୀବ ଜନ୍ତୁଙ୍କଠାରେ ପାଗଳାଗାଇ ରୋଗ (ମ୍ୟାଡ୍ କାଉ ଡିଜିଜ୍) ଦେଖାଦେବା ଚିନ୍ତାର ବିଷୟ । ବ୍ରିଟେନରେ ପ୍ରଥମେ ଏହି ରୋଗ ଚିହ୍ନଟ ହୋଇଥିଲା । ଏହା ଗାଈର ମସ୍ତିଷ୍କକୁ ଆକ୍ରମଣ କରେ ଏବଂ ଧୀରେ ଧୀରେ ପ୍ରାଣୀଟି ପାଗଳ ଭଳି ଆଚରଣ କରେ । ଏହି ରୋଗରେ ଆକ୍ରାନ୍ତ ପଶୁର ମାଂସ ଖାଇଲେ ମଣିଷ ମଧ୍ୟ ସଂକ୍ରମିତ ହୋଇପାରେ । ପଶୁଖାଦ୍ୟରେ ମୃତ ପଶୁର ହାଡ଼ ଓ ମାଂସ ମିଶାଇବା ଯୋଗୁଁ ଏହି ରୋଗ ବ୍ୟାପିଥିଲା । ଶାକାହାରୀ ଗାଈକୁ ମାଂସାଶୀ କରିବା ପ୍ରକୃତି ବିରୋଧୀ ।: [380, 187, 558, 328]
- article3-col2: ଦ୍ୱିତୀୟ ବିଶ୍ୱଯୁଦ୍ଧ ସମୟରେ ବ୍ରିଟେନ ଦୁର୍ବଳ ହୋଇପଡ଼ିଥିଲା ଏବଂ ଭାରତରେ ଜନ ଅସନ୍ତୋଷ ବଢ଼ିଥିଲା । ଲବଣ ସତ୍ୟାଗ୍ରହ ସମୟରେ ଧରସନାରେ ସତ୍ୟାଗ୍ରହୀମାନଙ୍କ ଉପରେ ଲାଠି ଚାଳନା କରାଯାଇଥିଲା, କିନ୍ତୁ ସେମାନେ ପଛଘୁଞ୍ଚା ଦେଇନଥିଲେ ।: [380, 1821, 556, 1897]
- cmyk-dots-3: [1110, 2218, 1178, 2237]
- article1-headline: ପାଗଳାଗାଇ ରୋଗ: [515, 92, 969, 166]
- article3-dropcap: ଜା: [38, 1765, 75, 1811]
- poem-lines: [39, 52, 325, 196]
- sudoku-solution-cell: 4: [1331, 2056, 1345, 2070]
- sudoku-solution-cell: 6: [1318, 2096, 1332, 2110]
